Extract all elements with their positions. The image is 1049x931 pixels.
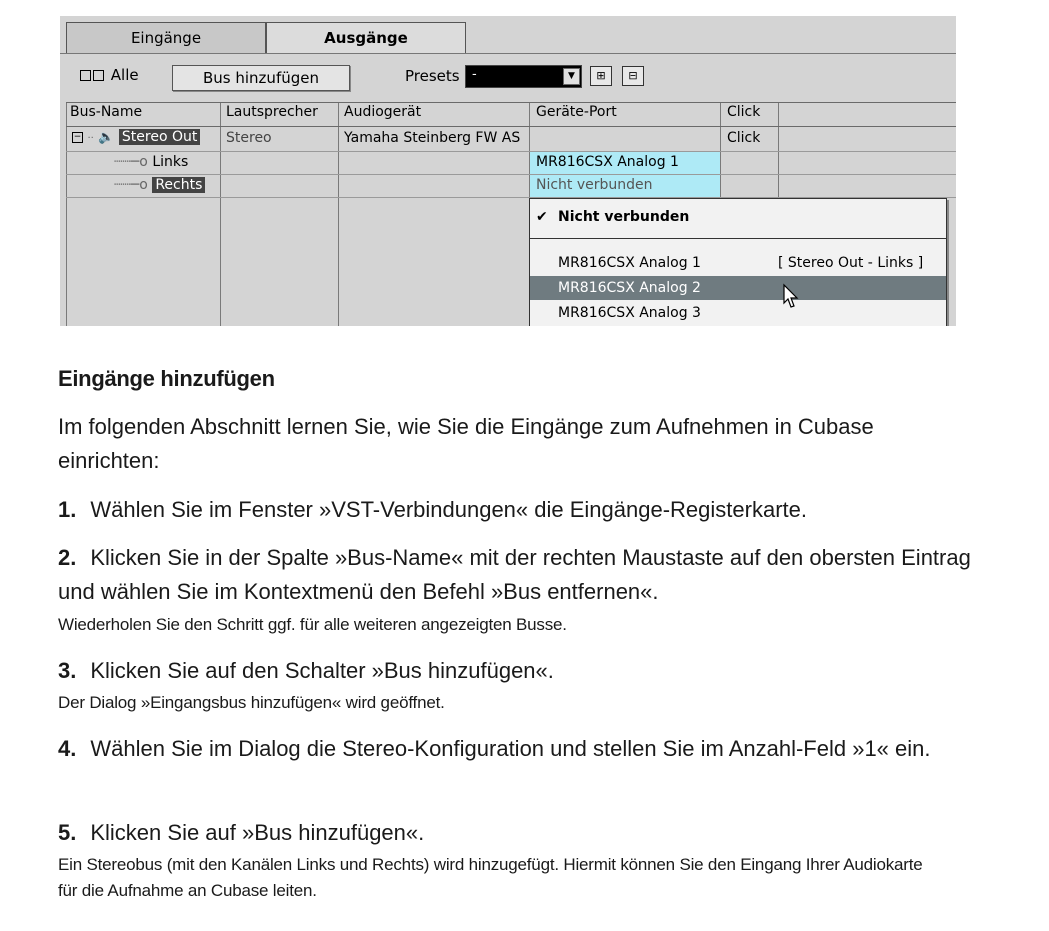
- channel-name[interactable]: Rechts: [152, 177, 205, 193]
- check-icon: ✔: [536, 209, 548, 225]
- step-4: [58, 732, 978, 766]
- mouse-cursor-icon: [782, 283, 802, 309]
- step-2-note: Wiederholen Sie den Schritt ggf. für alle weiteren angezeigten Busse.: [58, 615, 567, 634]
- intro-paragraph: Im folgenden Abschnitt lernen Sie, wie Sie die Eingänge zum Aufnehmen in Cubase einrichten:: [58, 414, 874, 473]
- presets-value: -: [472, 67, 477, 82]
- step-number: 2.: [58, 545, 77, 570]
- step-3-note: Der Dialog »Eingangsbus hinzufügen« wird geöffnet.: [58, 693, 445, 712]
- collapse-icon[interactable]: −: [73, 131, 82, 142]
- col-header-speaker[interactable]: Lautsprecher: [226, 104, 318, 120]
- step-1: [58, 493, 978, 527]
- speaker-value: Stereo: [226, 130, 272, 146]
- all-label: Alle: [110, 66, 139, 84]
- menu-divider: [530, 238, 946, 239]
- table-row[interactable]: [114, 154, 188, 170]
- col-header-device[interactable]: Audiogerät: [344, 104, 422, 120]
- tab-outputs[interactable]: Ausgänge: [266, 22, 466, 53]
- tree-line: ··: [87, 133, 94, 144]
- expand-all-icon[interactable]: [80, 70, 91, 81]
- menu-item-selected[interactable]: MR816CSX Analog 2: [530, 276, 946, 300]
- table-row[interactable]: [114, 177, 205, 193]
- bus-name[interactable]: Stereo Out: [119, 129, 200, 145]
- tab-inputs[interactable]: Eingänge: [66, 22, 266, 53]
- table-row[interactable]: [72, 129, 200, 145]
- collapse-all-icon[interactable]: [93, 70, 104, 81]
- expand-collapse-all[interactable]: [80, 66, 139, 84]
- tree-line: ┈┈─o: [114, 154, 148, 170]
- chevron-down-icon[interactable]: ▼: [563, 68, 580, 85]
- presets-select[interactable]: [465, 65, 582, 88]
- section-heading: Eingänge hinzufügen: [58, 366, 275, 391]
- menu-item[interactable]: MR816CSX Analog 1 [ Stereo Out - Links ]: [558, 255, 924, 271]
- step-number: 5.: [58, 820, 77, 845]
- col-header-bus-name[interactable]: Bus-Name: [70, 104, 143, 120]
- step-5: [58, 816, 978, 850]
- vst-connections-screenshot: [60, 16, 956, 326]
- presets-label: Presets: [405, 67, 460, 85]
- speaker-icon: 🔈: [98, 130, 115, 145]
- tree-line: ┈┈─o: [114, 177, 148, 193]
- device-value[interactable]: Yamaha Steinberg FW AS: [344, 130, 521, 146]
- step-number: 1.: [58, 497, 77, 522]
- step-text: Wählen Sie im Fenster »VST-Verbindungen« die Eingänge-Registerkarte.: [90, 497, 807, 522]
- step-text: Klicken Sie in der Spalte »Bus-Name« mit der rechten Maustaste auf den obersten Eintrag und wählen Sie im Kontextmenü den Befehl »Bus entfernen«.: [58, 545, 971, 604]
- menu-item[interactable]: MR816CSX Analog 3: [558, 305, 701, 321]
- save-preset-icon[interactable]: ⊞: [590, 66, 612, 86]
- port-value[interactable]: MR816CSX Analog 1: [536, 154, 679, 170]
- col-header-click[interactable]: Click: [727, 104, 761, 120]
- step-2: [58, 541, 978, 609]
- click-value[interactable]: Click: [727, 130, 761, 146]
- channel-name[interactable]: Links: [152, 154, 189, 170]
- step-text: Klicken Sie auf den Schalter »Bus hinzufügen«.: [90, 658, 554, 683]
- step-text: Klicken Sie auf »Bus hinzufügen«.: [90, 820, 425, 845]
- step-number: 4.: [58, 736, 77, 761]
- col-header-port[interactable]: Geräte-Port: [536, 104, 617, 120]
- step-3: [58, 654, 978, 688]
- step-5-note: Ein Stereobus (mit den Kanälen Links und Rechts) wird hinzugefügt. Hiermit können Sie den Eingang Ihrer Audiokarte für die Aufnahme an Cubase leiten.: [58, 855, 923, 900]
- step-text: Wählen Sie im Dialog die Stereo-Konfiguration und stellen Sie im Anzahl-Feld »1« ein.: [90, 736, 931, 761]
- step-number: 3.: [58, 658, 77, 683]
- tab-divider: [60, 53, 956, 54]
- remove-preset-icon[interactable]: ⊟: [622, 66, 644, 86]
- add-bus-button[interactable]: Bus hinzufügen: [172, 65, 350, 91]
- menu-item-not-connected[interactable]: ✔ Nicht verbunden: [530, 205, 946, 229]
- port-value[interactable]: Nicht verbunden: [536, 177, 653, 193]
- port-dropdown-menu: [529, 198, 947, 326]
